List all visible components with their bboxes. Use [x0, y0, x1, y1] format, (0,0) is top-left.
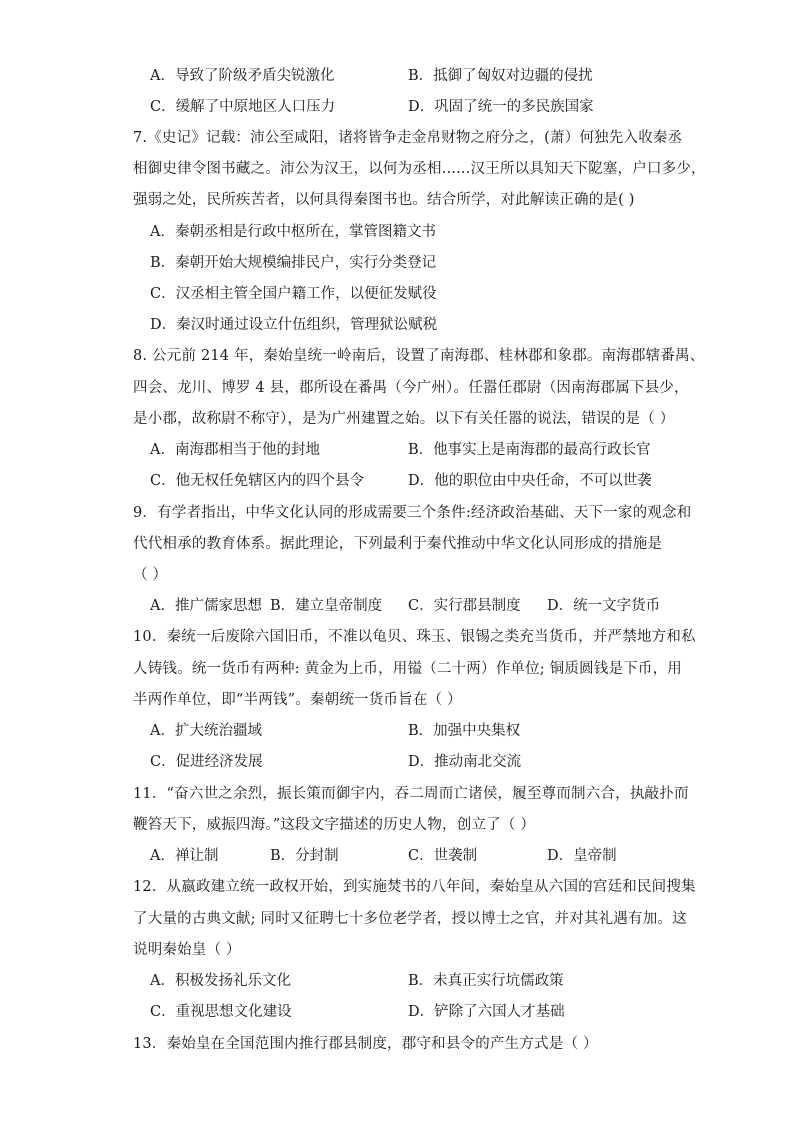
q8-option-a[interactable]: A．南海郡相当于他的封地	[150, 442, 320, 458]
q10-option-d[interactable]: D．推动南北交流	[408, 754, 522, 770]
q12-option-d[interactable]: D．铲除了六国人才基础	[408, 1004, 565, 1020]
q8-stem-line-3: 是小郡，故称尉不称守），是为广州建置之始。以下有关任嚣的说法，错误的是（ ）	[133, 411, 675, 427]
q12-options-row-2	[150, 1002, 710, 1022]
q12-option-b[interactable]: B．未真正实行坑儒政策	[408, 973, 564, 989]
q8-option-d[interactable]: D．他的职位由中央任命，不可以世袭	[408, 473, 652, 489]
q10-stem-line-3: 半两作单位，即“半两钱”。秦朝统一货币旨在（ ）	[133, 692, 462, 708]
q10-options-row-2	[150, 752, 710, 772]
q8-option-c[interactable]: C．他无权任免辖区内的四个县令	[150, 473, 365, 489]
q8-stem-line-2: 四会、龙川、博罗 4 县，郡所设在番禺（今广州）。任嚣任郡尉（因南海郡属下县少，	[133, 380, 689, 396]
q9-stem-line-2: 代代相承的教育体系。据此理论，下列最利于秦代推动中华文化认同形成的措施是	[133, 536, 663, 552]
q8-options-row-1	[150, 440, 710, 460]
q12-options-row-1	[150, 971, 710, 991]
q11-option-c[interactable]: C．世袭制	[408, 848, 478, 864]
q9-stem-line-3: （ ）	[133, 567, 168, 583]
q12-stem-line-2: 了大量的古典文献; 同时又征聘七十多位老学者，授以博士之官，并对其礼遇有加。这	[133, 911, 687, 927]
q9-options-row	[150, 596, 710, 616]
q6-option-b[interactable]: B．抵御了匈奴对边疆的侵扰	[408, 68, 593, 84]
q7-option-c[interactable]: C．汉丞相主管全国户籍工作，以便征发赋役	[150, 286, 437, 302]
q8-stem-line-1: 8. 公元前 214 年，秦始皇统一岭南后，设置了南海郡、桂林郡和象郡。南海郡辖番禺、	[133, 348, 705, 364]
q9-option-b[interactable]: B．建立皇帝制度	[270, 598, 383, 614]
q11-option-b[interactable]: B．分封制	[270, 848, 339, 864]
q9-option-c[interactable]: C．实行郡县制度	[408, 598, 521, 614]
q11-option-a[interactable]: A．禅让制	[150, 848, 219, 864]
q10-options-row-1	[150, 721, 710, 741]
q9-option-d[interactable]: D．统一文字货币	[547, 598, 661, 614]
q11-option-d[interactable]: D．皇帝制	[547, 848, 617, 864]
q8-options-row-2	[150, 471, 710, 491]
q11-stem-line-2: 鞭笞天下，威振四海。”这段文字描述的历史人物，创立了（ ）	[133, 817, 536, 833]
q6-option-a[interactable]: A．导致了阶级矛盾尖锐激化	[150, 68, 335, 84]
q11-stem-line-1: 11．“奋六世之余烈，振长策而御宇内，吞二周而亡诸侯，履至尊而制六合，执敲扑而	[133, 786, 689, 802]
q10-stem-line-2: 人铸钱。统一货币有两种: 黄金为上币，用镒（二十两）作单位; 铜质圆钱是下币，用	[133, 661, 682, 677]
q12-option-a[interactable]: A．积极发扬礼乐文化	[150, 973, 291, 989]
q12-option-c[interactable]: C．重视思想文化建设	[150, 1004, 292, 1020]
q7-stem-line-2: 相御史律令图书藏之。沛公为汉王，以何为丞相......汉王所以具知天下阸塞，户口多少，	[133, 161, 706, 177]
q7-option-b[interactable]: B．秦朝开始大规模编排民户，实行分类登记	[150, 255, 437, 271]
q10-option-c[interactable]: C．促进经济发展	[150, 754, 263, 770]
q7-option-d[interactable]: D．秦汉时通过设立什伍组织，管理狱讼赋税	[150, 317, 438, 333]
q13-stem-line-1: 13．秦始皇在全国范围内推行郡县制度，郡守和县令的产生方式是（ ）	[133, 1036, 598, 1052]
q10-option-b[interactable]: B．加强中央集权	[408, 723, 521, 739]
q7-option-a[interactable]: A．秦朝丞相是行政中枢所在，掌管图籍文书	[150, 224, 436, 240]
q10-option-a[interactable]: A．扩大统治疆域	[150, 723, 262, 739]
q6-options-row-1	[150, 66, 710, 86]
q7-stem-line-3: 强弱之处，民所疾苦者，以何具得秦图书也。结合所学，对此解读正确的是( )	[133, 192, 635, 208]
q7-stem-line-1: 7.《史记》记载：沛公至咸阳，诸将皆争走金帛财物之府分之，(萧）何独先入收秦丞	[133, 130, 683, 146]
q12-stem-line-1: 12．从嬴政建立统一政权开始，到实施焚书的八年间，秦始皇从六国的宫廷和民间搜集	[133, 879, 696, 895]
q6-option-d[interactable]: D．巩固了统一的多民族国家	[408, 99, 594, 115]
q6-options-row-2	[150, 97, 710, 117]
q6-option-c[interactable]: C．缓解了中原地区人口压力	[150, 99, 336, 115]
q11-options-row	[150, 846, 710, 866]
q9-stem-line-1: 9．有学者指出，中华文化认同的形成需要三个条件:经济政治基础、天下一家的观念和	[133, 505, 692, 521]
q12-stem-line-3: 说明秦始皇（ ）	[133, 942, 241, 958]
q9-option-a[interactable]: A．推广儒家思想	[150, 598, 262, 614]
q10-stem-line-1: 10．秦统一后废除六国旧币，不准以龟贝、珠玉、银锡之类充当货币，并严禁地方和私	[133, 629, 696, 645]
q8-option-b[interactable]: B．他事实上是南海郡的最高行政长官	[408, 442, 651, 458]
